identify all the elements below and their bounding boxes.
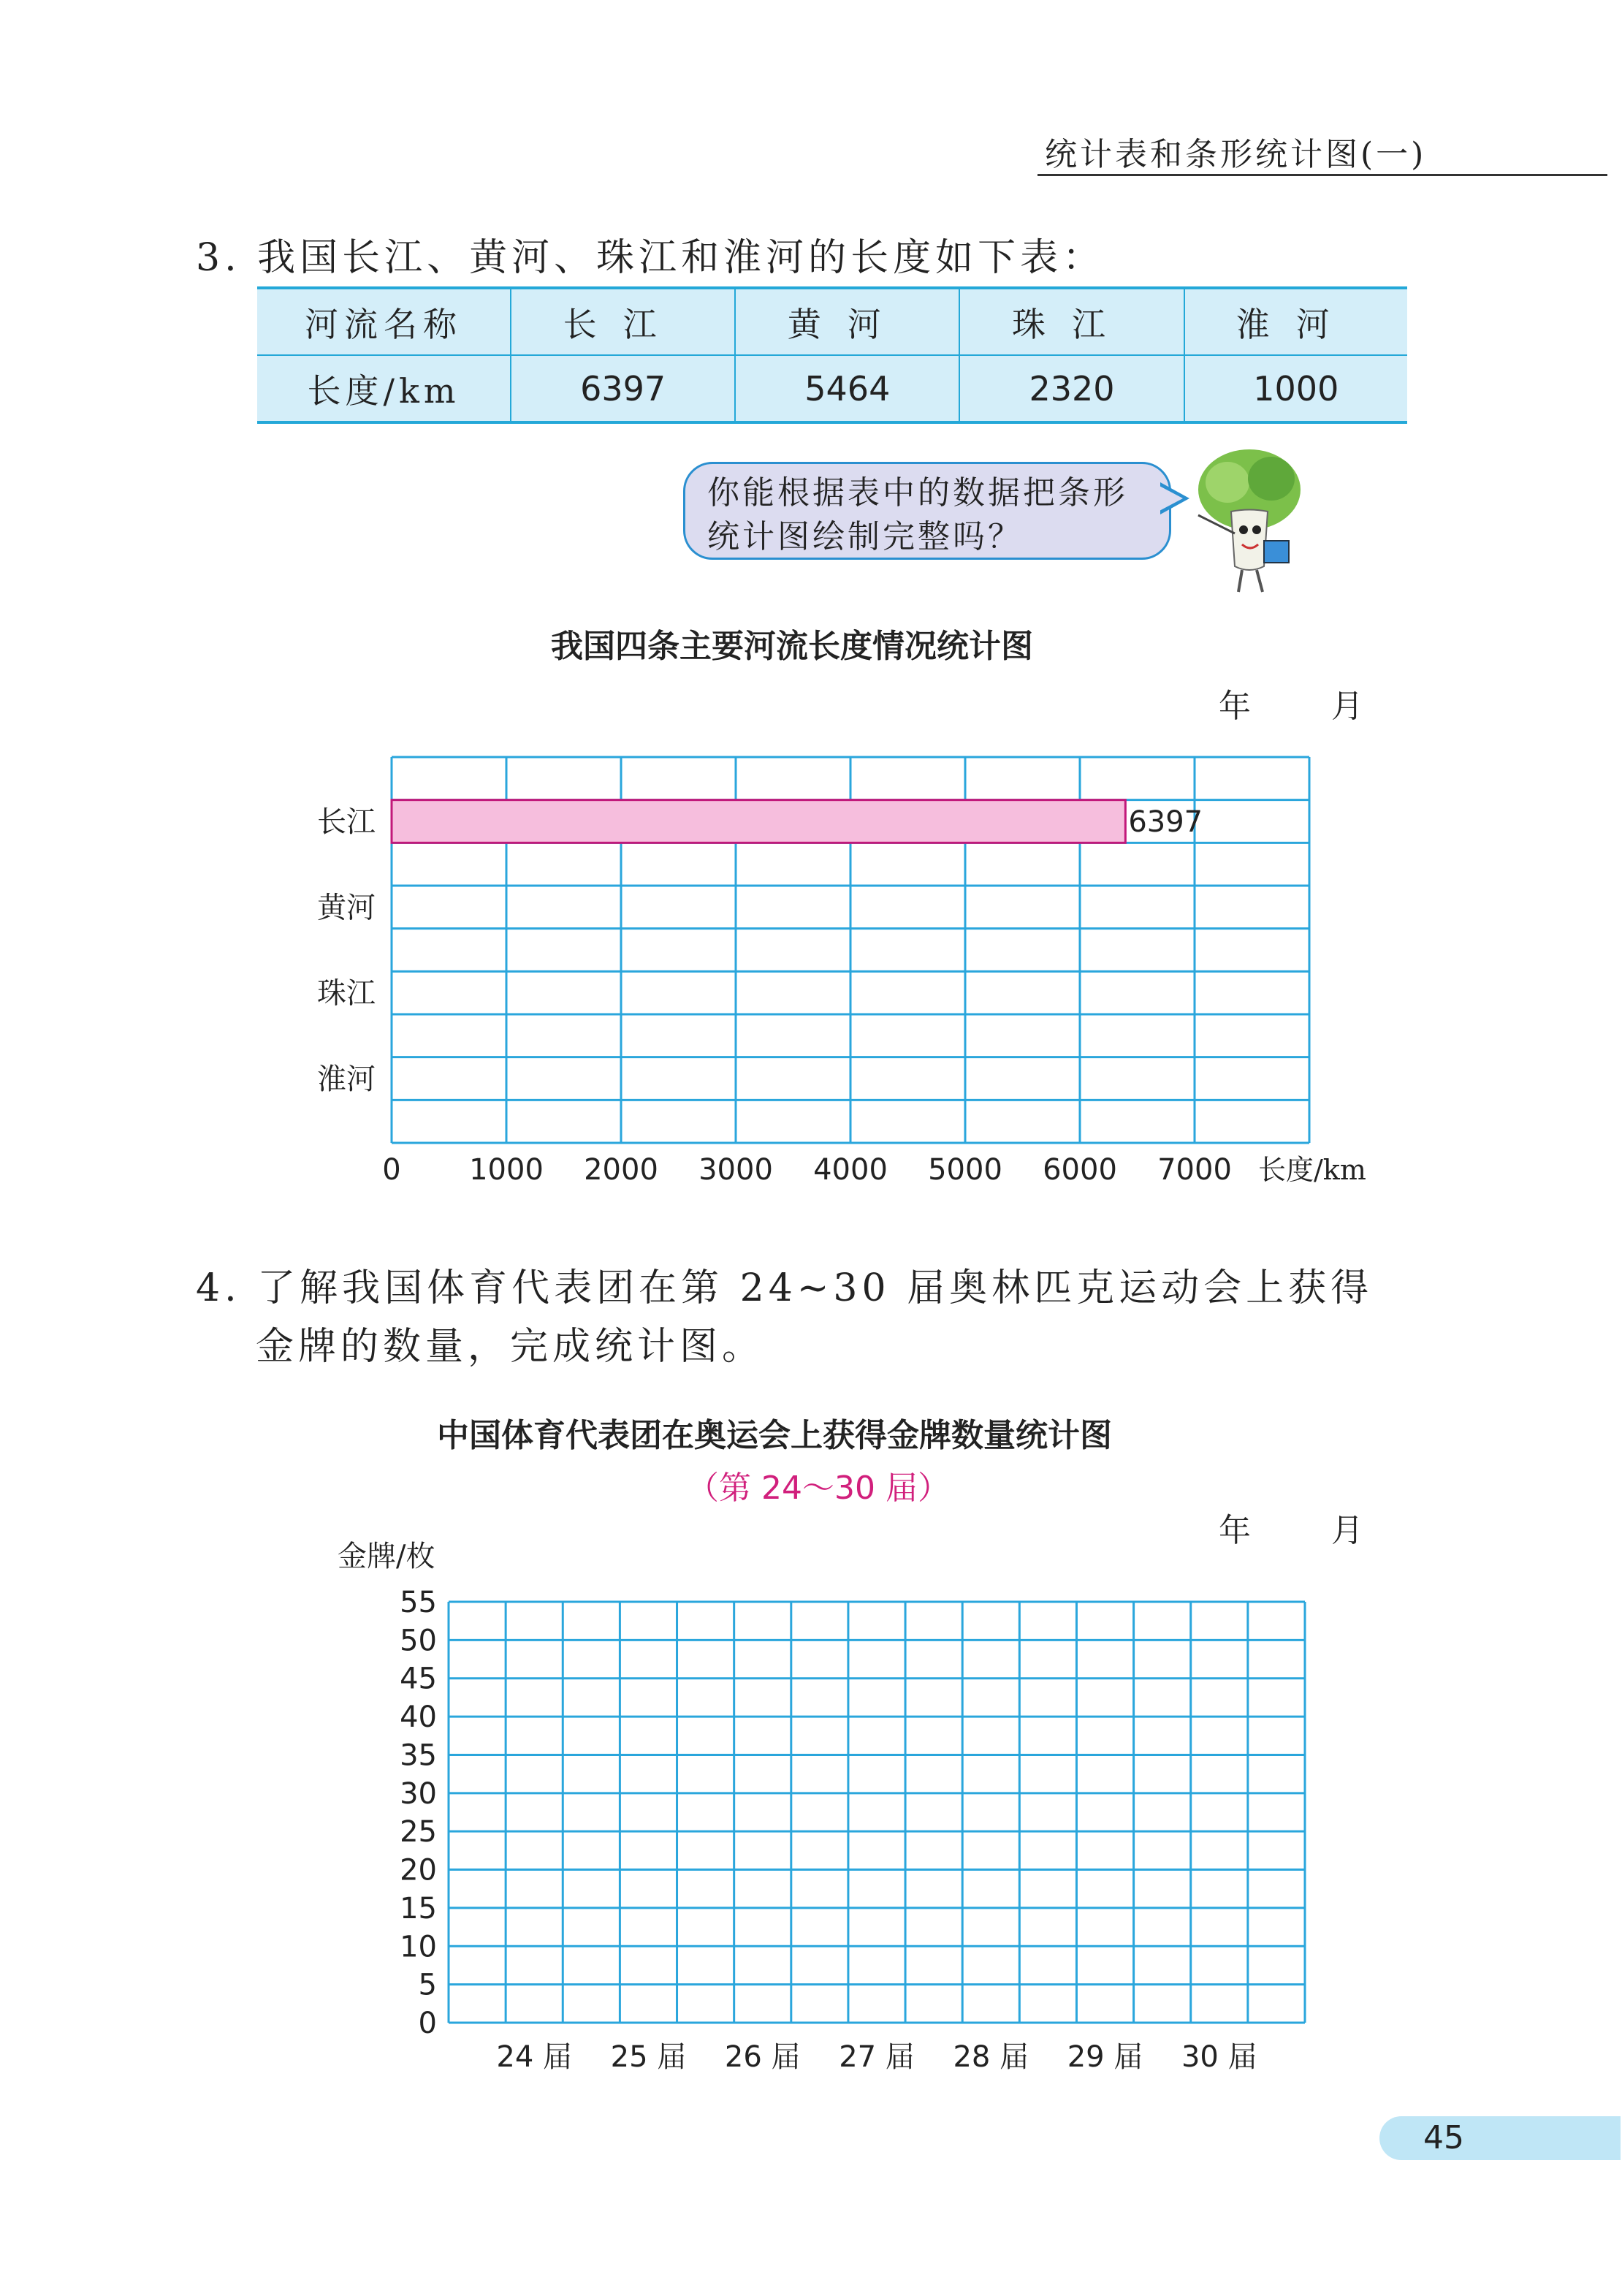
y-tick-label: 55 — [400, 1586, 437, 1619]
table-cell: 黄河 — [735, 288, 959, 355]
y-tick-label: 20 — [400, 1853, 437, 1888]
table-cell: 6397 — [511, 355, 735, 422]
data-label: 6397 — [1128, 805, 1203, 839]
y-tick-label: 15 — [400, 1891, 437, 1926]
category-label: 黄河 — [317, 891, 376, 925]
x-tick-label: 1000 — [469, 1153, 544, 1187]
chart2-title: 中国体育代表团在奥运会上获得金牌数量统计图 — [437, 1417, 1112, 1454]
table-cell: 淮河 — [1184, 288, 1407, 355]
category-label: 珠江 — [317, 976, 376, 1011]
table-cell: 河流名称 — [257, 288, 511, 355]
x-tick-label: 3000 — [698, 1153, 773, 1187]
table-cell: 长江 — [511, 288, 735, 355]
page-number-tab — [1379, 2116, 1621, 2160]
chart1-title: 我国四条主要河流长度情况统计图 — [551, 628, 1033, 665]
y-tick-label: 50 — [400, 1624, 437, 1658]
chart2-y-axis-label: 金牌/枚 — [338, 1540, 435, 1573]
x-tick-label: 4000 — [813, 1153, 888, 1187]
table-cell: 1000 — [1184, 355, 1407, 422]
page-number: 45 — [1423, 2119, 1464, 2156]
x-tick-label: 0 — [382, 1153, 401, 1187]
y-tick-label: 0 — [418, 2007, 437, 2040]
x-category-label: 24 届 — [496, 2040, 573, 2074]
y-tick-label: 5 — [418, 1968, 437, 2002]
table-cell: 5464 — [735, 355, 959, 422]
category-label: 淮河 — [317, 1063, 376, 1096]
x-category-label: 28 届 — [953, 2040, 1029, 2074]
chart2-date-label: 年 月 — [1219, 1512, 1398, 1549]
y-tick-label: 40 — [400, 1700, 437, 1735]
x-category-label: 30 届 — [1181, 2040, 1257, 2074]
x-tick-label: 2000 — [584, 1153, 658, 1187]
y-tick-label: 25 — [400, 1815, 437, 1850]
y-tick-label: 10 — [400, 1930, 437, 1964]
x-category-label: 27 届 — [839, 2040, 915, 2074]
y-tick-label: 45 — [400, 1662, 437, 1696]
table-cell: 2320 — [959, 355, 1184, 422]
x-tick-label: 6000 — [1043, 1153, 1117, 1187]
chart2-subtitle: （第 24～30 届） — [687, 1470, 950, 1507]
bubble-line: 你能根据表中的数据把条形 — [707, 474, 1128, 512]
page-header-title: 统计表和条形统计图(一) — [1045, 136, 1427, 173]
bubble-line: 统计图绘制完整吗？ — [707, 518, 1023, 555]
y-tick-label: 30 — [400, 1776, 437, 1811]
category-label: 长江 — [317, 805, 376, 839]
chart1-date-label: 年 月 — [1219, 688, 1398, 725]
x-tick-label: 5000 — [928, 1153, 1002, 1187]
x-tick-label: 7000 — [1157, 1153, 1232, 1187]
x-category-label: 25 届 — [610, 2040, 687, 2074]
x-category-label: 26 届 — [724, 2040, 801, 2074]
question-3-text: 3. 我国长江、黄河、珠江和淮河的长度如下表： — [196, 236, 1105, 280]
table-cell: 长度/km — [257, 355, 511, 422]
x-category-label: 29 届 — [1067, 2040, 1143, 2074]
y-tick-label: 35 — [400, 1738, 437, 1773]
question-4-line-2: 金牌的数量，完成统计图。 — [256, 1325, 765, 1369]
table-cell: 珠江 — [959, 288, 1184, 355]
question-4-line-1: 4. 了解我国体育代表团在第 24~30 届奥林匹克运动会上获得 — [196, 1266, 1374, 1310]
x-axis-label: 长度/km — [1258, 1154, 1366, 1186]
